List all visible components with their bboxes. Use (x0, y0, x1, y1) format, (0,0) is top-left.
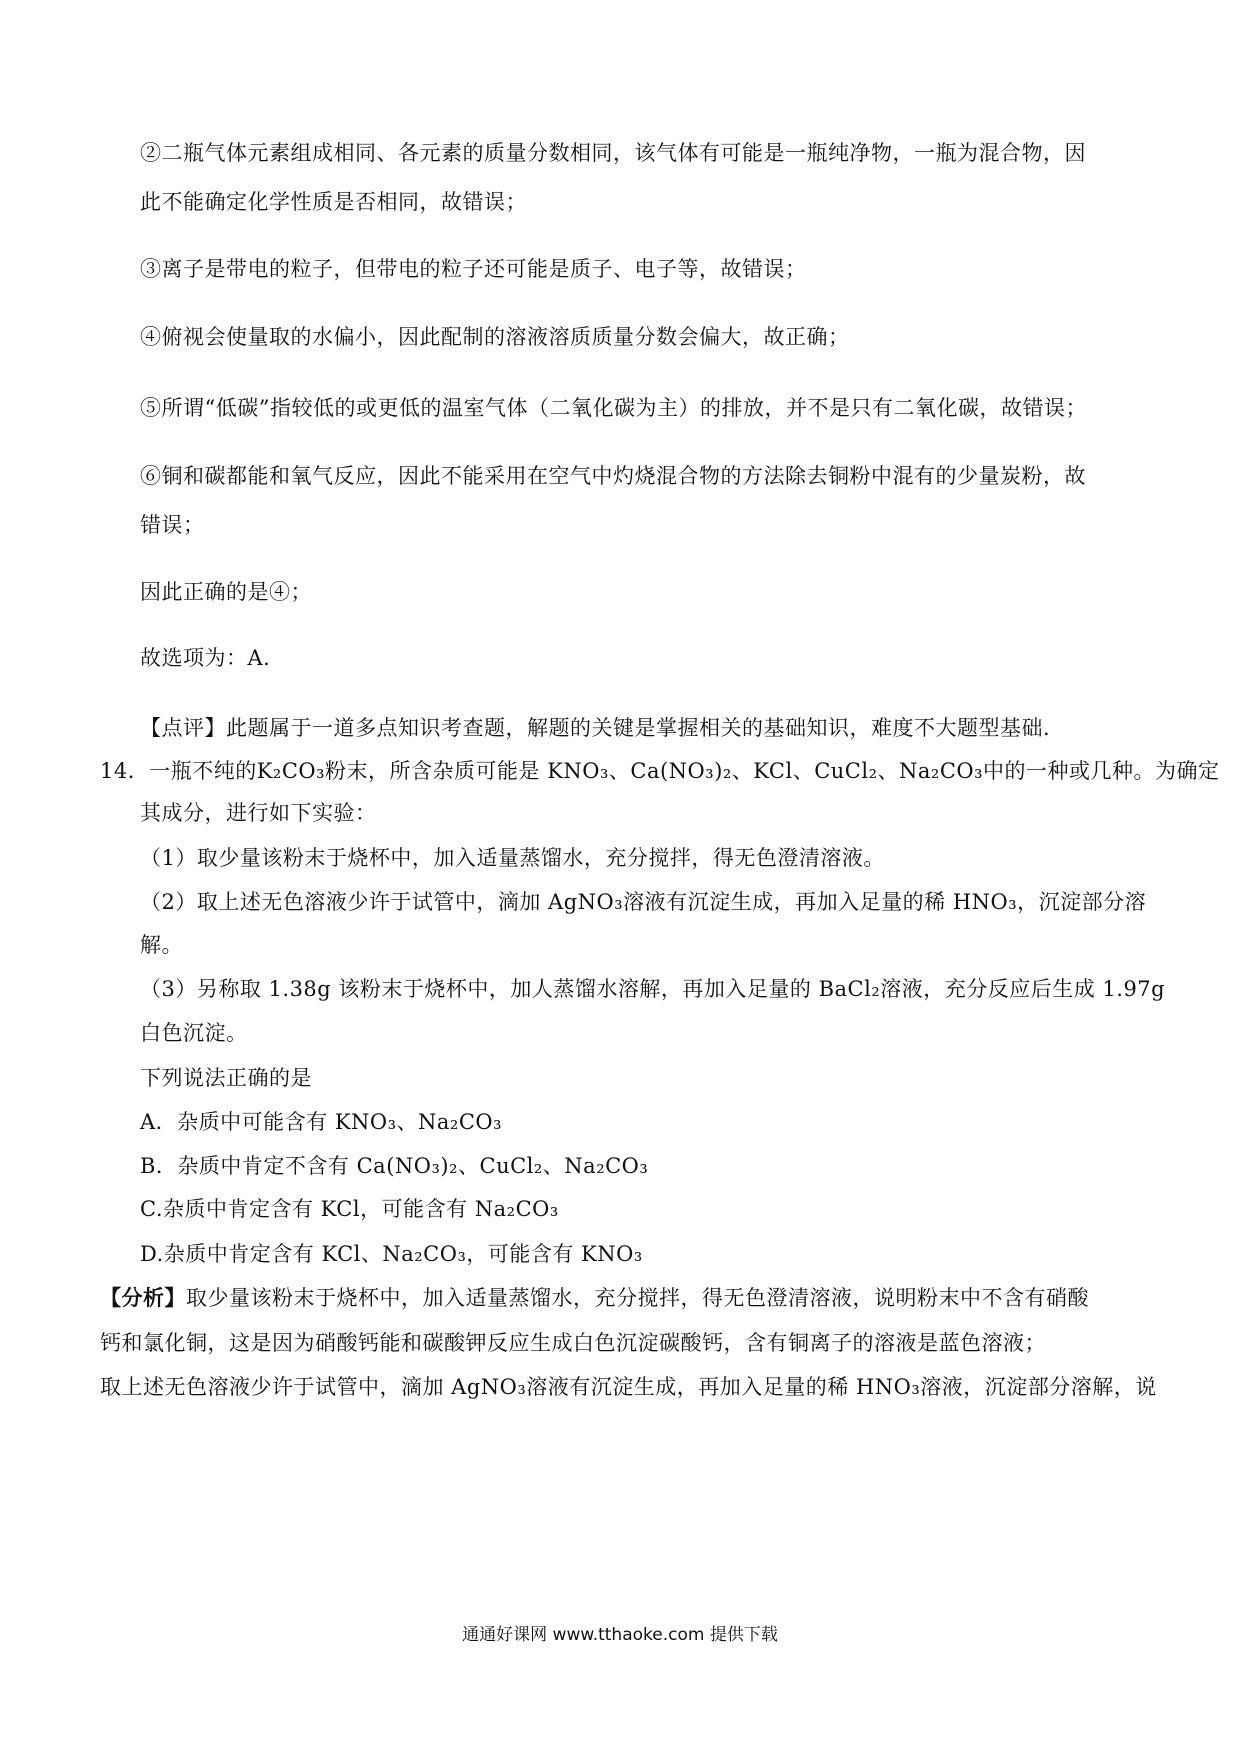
analysis-label: 【分析】 (100, 1285, 186, 1310)
analysis-line (100, 1283, 1089, 1313)
text-line: 故选项为：A. (140, 646, 271, 670)
question-prompt: 下列说法正确的是 (140, 1066, 312, 1090)
experiment-step-3: （3）另称取 1.38g 该粉末于烧杯中，加人蒸馏水溶解，再加入足量的 BaCl₂溶液，充分反应后生成 1.97g (140, 977, 1166, 1001)
page-footer: 通通好课网 www.tthaoke.com 提供下载 (462, 1625, 778, 1645)
text-line: 其成分，进行如下实验： (140, 801, 377, 825)
comment-line: 【点评】此题属于一道多点知识考查题，解题的关键是掌握相关的基础知识，难度不大题型基础. (140, 716, 1051, 740)
option-b: B．杂质中肯定不含有 Ca(NO₃)₂、CuCl₂、Na₂CO₃ (140, 1154, 649, 1178)
option-c: C.杂质中肯定含有 KCl，可能含有 Na₂CO₃ (140, 1197, 559, 1221)
text-line: ⑤所谓“低碳”指较低的或更低的温室气体（二氧化碳为主）的排放，并不是只有二氧化碳，故错误； (140, 396, 1087, 420)
text-line: ⑥铜和碳都能和氧气反应，因此不能采用在空气中灼烧混合物的方法除去铜粉中混有的少量炭粉，故 (140, 464, 1086, 488)
option-a: A．杂质中可能含有 KNO₃、Na₂CO₃ (140, 1110, 503, 1134)
text-line: ②二瓶气体元素组成相同、各元素的质量分数相同，该气体有可能是一瓶纯净物，一瓶为混合物，因 (140, 141, 1086, 165)
option-d: D.杂质中肯定含有 KCl、Na₂CO₃，可能含有 KNO₃ (140, 1242, 643, 1266)
experiment-step-2: （2）取上述无色溶液少许于试管中，滴加 AgNO₃溶液有沉淀生成，再加入足量的稀 HNO₃，沉淀部分溶 (140, 890, 1147, 914)
text-line: 因此正确的是④； (140, 580, 312, 604)
experiment-step-1: （1）取少量该粉末于烧杯中，加入适量蒸馏水，充分搅拌，得无色澄清溶液。 (140, 846, 885, 870)
question-14-line: 14．一瓶不纯的K₂CO₃粉末，所含杂质可能是 KNO₃、Ca(NO₃)₂、KCl、CuCl₂、Na₂CO₃中的一种或几种。为确定 (100, 759, 1220, 783)
text-line: ③离子是带电的粒子，但带电的粒子还可能是质子、电子等，故错误； (140, 257, 807, 281)
text-line: 此不能确定化学性质是否相同，故错误； (140, 190, 527, 214)
analysis-text: 取少量该粉末于烧杯中，加入适量蒸馏水，充分搅拌，得无色澄清溶液，说明粉末中不含有硝酸 (186, 1286, 1089, 1310)
text-line: ④俯视会使量取的水偏小，因此配制的溶液溶质质量分数会偏大，故正确； (140, 325, 850, 349)
text-line: 错误； (140, 513, 205, 537)
text-line: 取上述无色溶液少许于试管中，滴加 AgNO₃溶液有沉淀生成，再加入足量的稀 HNO₃溶液，沉淀部分溶解，说 (100, 1375, 1157, 1399)
text-line: 解。 (140, 933, 183, 957)
text-line: 钙和氯化铜，这是因为硝酸钙能和碳酸钾反应生成白色沉淀碳酸钙，含有铜离子的溶液是蓝色溶液； (100, 1331, 1046, 1355)
text-line: 白色沉淀。 (140, 1021, 248, 1045)
